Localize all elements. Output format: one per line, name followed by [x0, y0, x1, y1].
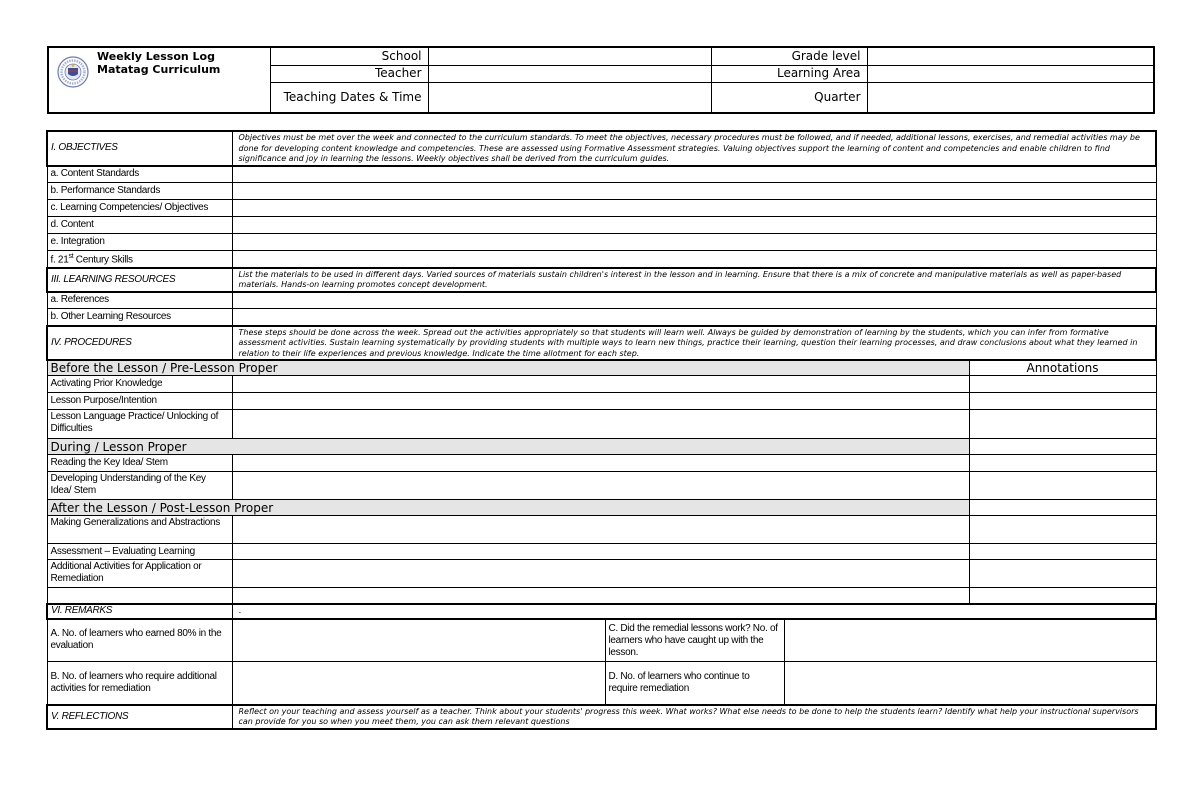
- activating-prior-knowledge-field[interactable]: [232, 376, 969, 393]
- other-resources-field[interactable]: [232, 309, 1156, 326]
- before-lesson-heading: Before the Lesson / Pre-Lesson Proper: [47, 360, 969, 376]
- continue-remediation-label: D. No. of learners who continue to require remediation: [605, 662, 784, 705]
- annotation-field[interactable]: [969, 439, 1156, 455]
- references-field[interactable]: [232, 292, 1156, 309]
- blank-procedure-field[interactable]: [232, 588, 969, 604]
- table-row: [47, 183, 1156, 200]
- procedures-heading: IV. PROCEDURES: [47, 326, 232, 361]
- after-lesson-heading: After the Lesson / Post-Lesson Proper: [47, 500, 969, 516]
- generalizations-label: Making Generalizations and Abstractions: [47, 516, 232, 544]
- table-row: [47, 234, 1156, 251]
- remedial-lessons-label: C. Did the remedial lessons work? No. of learners who have caught up with the lesson.: [605, 619, 784, 662]
- learning-area-field[interactable]: [867, 65, 1153, 82]
- annotation-field[interactable]: [969, 516, 1156, 544]
- table-row: [47, 393, 1156, 410]
- other-resources-label: b. Other Learning Resources: [47, 309, 232, 326]
- learning-resources-heading: III. LEARNING RESOURCES: [47, 268, 232, 292]
- language-practice-field[interactable]: [232, 410, 969, 439]
- table-row: [47, 376, 1156, 393]
- activating-prior-knowledge-label: Activating Prior Knowledge: [47, 376, 232, 393]
- annotation-field[interactable]: [969, 588, 1156, 604]
- grade-level-label: Grade level: [711, 48, 867, 65]
- annotation-field[interactable]: [969, 376, 1156, 393]
- content-standards-field[interactable]: [232, 166, 1156, 183]
- during-lesson-phase-row: [47, 439, 1156, 455]
- learners-require-additional-field[interactable]: [232, 662, 605, 705]
- remarks-section-row: [47, 604, 1156, 619]
- additional-activities-field[interactable]: [232, 560, 969, 588]
- objectives-description: Objectives must be met over the week and connected to the curriculum standards. To meet the objectives, necessary procedures must be followed, and if needed, additional lessons, exercises, and remedial activities may be done for developing content knowledge and competencies. These are assessed using Formative Assessment strategies. Valuing objectives support the learning of content and competencies and enable children to find significance and joy in learning the lessons. Weekly objectives shall be derived from the curriculum guides.: [232, 131, 1156, 166]
- century-skills-field[interactable]: [232, 251, 1156, 268]
- table-row: [47, 560, 1156, 588]
- generalizations-field[interactable]: [232, 516, 969, 544]
- school-label: School: [271, 48, 428, 65]
- reflections-description: Reflect on your teaching and assess yourself as a teacher. Think about your students' progress this week. What works? What else needs to be done to help the students learn? Identify what help your instructional supervisors can provide for you so when you meet them, you can ask them relevant questions: [232, 705, 1156, 729]
- table-row: [47, 166, 1156, 183]
- developing-understanding-field[interactable]: [232, 472, 969, 500]
- table-row: [47, 662, 1156, 705]
- reflections-section-row: [47, 705, 1156, 729]
- content-standards-label: a. Content Standards: [47, 166, 232, 183]
- school-field[interactable]: [428, 48, 711, 65]
- learners-require-additional-label: B. No. of learners who require additional activities for remediation: [47, 662, 232, 705]
- table-row: [47, 309, 1156, 326]
- objectives-section-row: [47, 131, 1156, 166]
- continue-remediation-field[interactable]: [784, 662, 1156, 705]
- learners-80-percent-label: A. No. of learners who earned 80% in the evaluation: [47, 619, 232, 662]
- table-row: [47, 472, 1156, 500]
- procedures-section-row: [47, 326, 1156, 361]
- table-row: [47, 516, 1156, 544]
- reflections-heading: V. REFLECTIONS: [47, 705, 232, 729]
- learners-80-percent-field[interactable]: [232, 619, 605, 662]
- remedial-lessons-field[interactable]: [784, 619, 1156, 662]
- annotation-field[interactable]: [969, 560, 1156, 588]
- annotation-field[interactable]: [969, 393, 1156, 410]
- document-title: [97, 50, 220, 76]
- remarks-heading: VI. REMARKS: [47, 604, 232, 619]
- language-practice-label: Lesson Language Practice/ Unlocking of Difficulties: [47, 410, 232, 439]
- annotations-heading: Annotations: [969, 360, 1156, 376]
- annotation-field[interactable]: [969, 472, 1156, 500]
- teaching-dates-label: Teaching Dates & Time: [271, 82, 428, 112]
- learning-resources-description: List the materials to be used in different days. Varied sources of materials sustain children's interest in the lesson and in learning. Ensure that there is a mix of concrete and manipulative materials as well as paper-based materials. Hands-on learning promotes concept development.: [232, 268, 1156, 292]
- procedures-description: These steps should be done across the week. Spread out the activities appropriately so that students will learn well. Always be guided by demonstration of learning by the students, which you can infer from formative assessment activities. Sustain learning systematically by providing students with multiple ways to learn new things, practice their learning, question their learning processes, and draw conclusions about what they learned in relation to their life experiences and previous knowledge. Indicate the time allotment for each step.: [232, 326, 1156, 361]
- remarks-field[interactable]: .: [232, 604, 1156, 619]
- title-line-1: Weekly Lesson Log: [97, 50, 215, 63]
- during-lesson-heading: During / Lesson Proper: [47, 439, 969, 455]
- table-row: [47, 588, 1156, 604]
- assessment-field[interactable]: [232, 544, 969, 560]
- performance-standards-field[interactable]: [232, 183, 1156, 200]
- header-fields-table: [271, 48, 1153, 112]
- logo-cell: [49, 48, 271, 112]
- teaching-dates-field[interactable]: [428, 82, 711, 112]
- annotation-field[interactable]: [969, 544, 1156, 560]
- content-field[interactable]: [232, 217, 1156, 234]
- grade-level-field[interactable]: [867, 48, 1153, 65]
- deped-seal-icon: [57, 56, 89, 88]
- lesson-log-table: [46, 130, 1157, 730]
- learning-competencies-field[interactable]: [232, 200, 1156, 217]
- blank-procedure-label[interactable]: [47, 588, 232, 604]
- integration-field[interactable]: [232, 234, 1156, 251]
- performance-standards-label: b. Performance Standards: [47, 183, 232, 200]
- annotation-field[interactable]: [969, 455, 1156, 472]
- table-row: [47, 455, 1156, 472]
- quarter-label: Quarter: [711, 82, 867, 112]
- key-idea-field[interactable]: [232, 455, 969, 472]
- content-label: d. Content: [47, 217, 232, 234]
- learning-area-label: Learning Area: [711, 65, 867, 82]
- table-row: [47, 544, 1156, 560]
- after-lesson-phase-row: [47, 500, 1156, 516]
- teacher-field[interactable]: [428, 65, 711, 82]
- lesson-purpose-field[interactable]: [232, 393, 969, 410]
- before-lesson-phase-row: [47, 360, 1156, 376]
- title-line-2: Matatag Curriculum: [97, 63, 221, 76]
- integration-label: e. Integration: [47, 234, 232, 251]
- table-row: [47, 619, 1156, 662]
- objectives-heading: I. OBJECTIVES: [47, 131, 232, 166]
- learning-competencies-label: c. Learning Competencies/ Objectives: [47, 200, 232, 217]
- header-box: [47, 46, 1155, 114]
- lesson-purpose-label: Lesson Purpose/Intention: [47, 393, 232, 410]
- table-row: [47, 217, 1156, 234]
- developing-understanding-label: Developing Understanding of the Key Idea/ Stem: [47, 472, 232, 500]
- references-label: a. References: [47, 292, 232, 309]
- table-row: [47, 292, 1156, 309]
- key-idea-label: Reading the Key Idea/ Stem: [47, 455, 232, 472]
- teacher-label: Teacher: [271, 65, 428, 82]
- annotation-field[interactable]: [969, 500, 1156, 516]
- annotation-field[interactable]: [969, 410, 1156, 439]
- quarter-field[interactable]: [867, 82, 1153, 112]
- table-row: [47, 410, 1156, 439]
- assessment-label: Assessment – Evaluating Learning: [47, 544, 232, 560]
- century-skills-label: f. 21st Century Skills: [47, 251, 232, 268]
- table-row: [47, 251, 1156, 268]
- additional-activities-label: Additional Activities for Application or Remediation: [47, 560, 232, 588]
- table-row: [47, 200, 1156, 217]
- resources-section-row: [47, 268, 1156, 292]
